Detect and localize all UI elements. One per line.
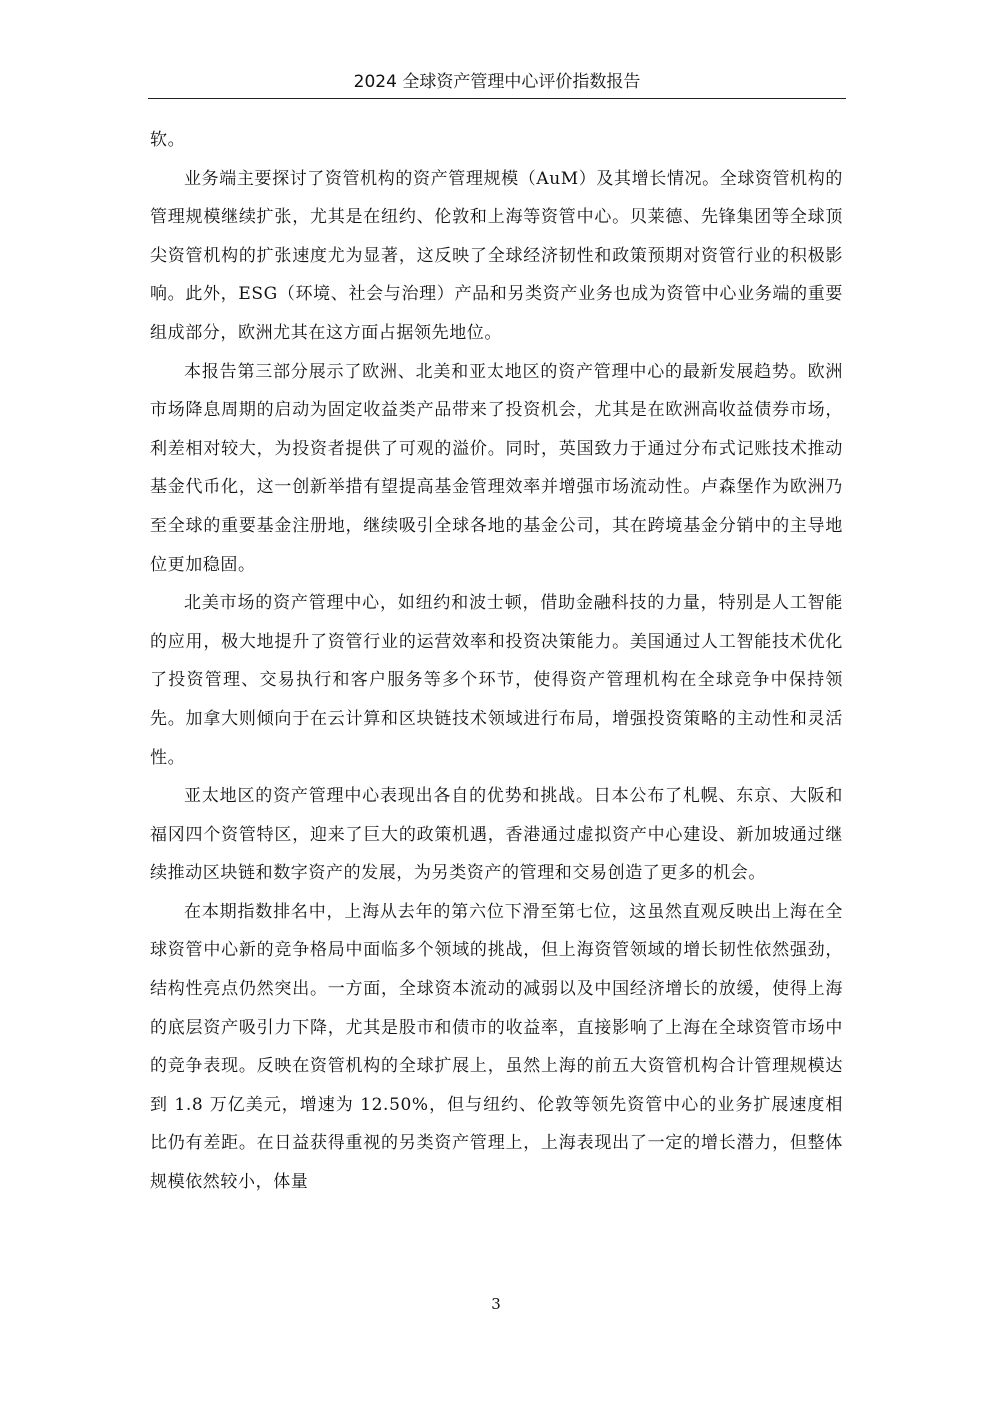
header-divider <box>148 98 846 99</box>
paragraph-continuation: 软。 <box>150 130 186 150</box>
paragraph-business-side: 业务端主要探讨了资管机构的资产管理规模（AuM）及其增长情况。全球资管机构的管理规模继续扩张，尤其是在纽约、伦敦和上海等资管中心。贝莱德、先锋集团等全球顶尖资管机构的扩张速度尤为显著，这反映了全球经济韧性和政策预期对资管行业的积极影响。此外，ESG（环境、社会与治理）产品和另类资产业务也成为资管中心业务端的重要组成部分，欧洲尤其在这方面占据领先地位。 <box>150 168 843 343</box>
paragraph-north-america: 北美市场的资产管理中心，如纽约和波士顿，借助金融科技的力量，特别是人工智能的应用，极大地提升了资管行业的运营效率和投资决策能力。美国通过人工智能技术优化了投资管理、交易执行和客户服务等多个环节，使得资产管理机构在全球竞争中保持领先。加拿大则倾向于在云计算和区块链技术领域进行布局，增强投资策略的主动性和灵活性。 <box>150 593 843 768</box>
page-header-title: 2024 全球资产管理中心评价指数报告 <box>353 72 641 92</box>
page-number: 3 <box>491 1295 501 1313</box>
paragraph-regional-trends: 本报告第三部分展示了欧洲、北美和亚太地区的资产管理中心的最新发展趋势。欧洲市场降息周期的启动为固定收益类产品带来了投资机会，尤其是在欧洲高收益债券市场，利差相对较大，为投资者提供了可观的溢价。同时，英国致力于通过分布式记账技术推动基金代币化，这一创新举措有望提高基金管理效率并增强市场流动性。卢森堡作为欧洲乃至全球的重要基金注册地，继续吸引全球各地的基金公司，其在跨境基金分销中的主导地位更加稳固。 <box>150 361 843 575</box>
report-body <box>150 121 843 1202</box>
paragraph-asia-pacific: 亚太地区的资产管理中心表现出各自的优势和挑战。日本公布了札幌、东京、大阪和福冈四个资管特区，迎来了巨大的政策机遇，香港通过虚拟资产中心建设、新加坡通过继续推动区块链和数字资产的发展，为另类资产的管理和交易创造了更多的机会。 <box>150 786 843 884</box>
paragraph-shanghai-ranking: 在本期指数排名中，上海从去年的第六位下滑至第七位，这虽然直观反映出上海在全球资管中心新的竞争格局中面临多个领域的挑战，但上海资管领域的增长韧性依然强劲，结构性亮点仍然突出。一方面，全球资本流动的减弱以及中国经济增长的放缓，使得上海的底层资产吸引力下降，尤其是股市和债市的收益率，直接影响了上海在全球资管市场中的竞争表现。反映在资管机构的全球扩展上，虽然上海的前五大资管机构合计管理规模达到 1.8 万亿美元，增速为 12.50%，但与纽约、伦敦等领先资管中心的业务扩展速度相比仍有差距。在日益获得重视的另类资产管理上，上海表现出了一定的增长潜力，但整体规模依然较小，体量 <box>150 901 843 1193</box>
